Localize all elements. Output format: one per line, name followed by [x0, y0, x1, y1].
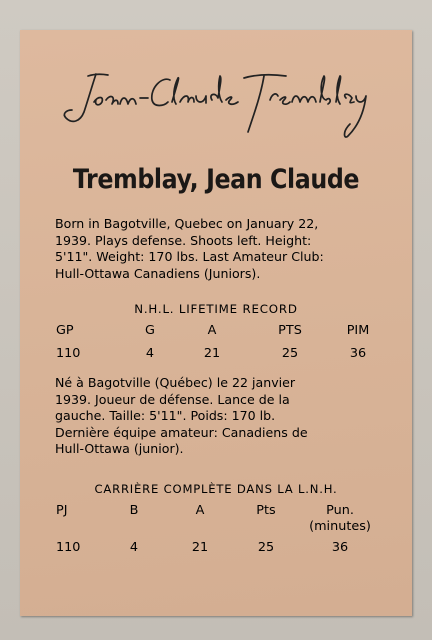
lnh-record-title: CARRIÈRE COMPLÈTE DANS LA L.N.H. [94, 482, 338, 496]
bio-en-line: 5'11". Weight: 170 lbs. Last Amateur Club: [55, 249, 324, 265]
stat-value-gp: 110 [56, 346, 81, 361]
stat-header-pts: PTS [278, 323, 302, 338]
signature-image [58, 66, 378, 146]
stat-value-b: 4 [129, 540, 139, 555]
stat-header-pim: PIM [346, 323, 370, 338]
stat-header-b: B [129, 503, 139, 518]
stat-value-pun: 36 [331, 540, 349, 555]
bio-fr-line: Né à Bagotville (Québec) le 22 janvier [55, 375, 296, 390]
stat-header-pun-sub: (minutes) [309, 519, 371, 534]
stat-value-pts: 25 [281, 346, 299, 361]
bio-fr-line: gauche. Taille: 5'11". Poids: 170 lb. [55, 408, 276, 424]
stat-header-pun: Pun. [326, 503, 354, 518]
stat-header-a-fr: A [195, 503, 205, 518]
bio-english [55, 216, 373, 282]
stat-value-a-fr: 21 [191, 540, 209, 555]
player-name: Tremblay, Jean Claude [72, 164, 360, 195]
bio-en-line: 1939. Plays defense. Shoots left. Height: [55, 232, 312, 248]
bio-en-line: Born in Bagotville, Quebec on January 22, [55, 216, 319, 231]
stat-value-pj: 110 [56, 540, 81, 555]
stat-value-pim: 36 [349, 346, 367, 361]
stat-header-pj: PJ [56, 503, 68, 518]
stat-value-pts-fr: 25 [257, 540, 275, 555]
stat-header-a: A [207, 323, 217, 338]
stat-header-g: G [145, 323, 155, 338]
stat-header-gp: GP [56, 323, 74, 338]
stat-value-a: 21 [203, 346, 221, 361]
stat-value-g: 4 [145, 346, 155, 361]
bio-fr-line: Hull-Ottawa (junior). [55, 441, 184, 457]
nhl-record-title: N.H.L. LIFETIME RECORD [134, 302, 298, 316]
bio-fr-line: 1939. Joueur de défense. Lance de la [55, 391, 290, 407]
bio-fr-line: Dernière équipe amateur: Canadiens de [55, 424, 308, 440]
stat-header-pts-fr: Pts [256, 503, 276, 518]
bio-french [55, 375, 373, 458]
bio-en-line: Hull-Ottawa Canadiens (Juniors). [55, 265, 261, 281]
